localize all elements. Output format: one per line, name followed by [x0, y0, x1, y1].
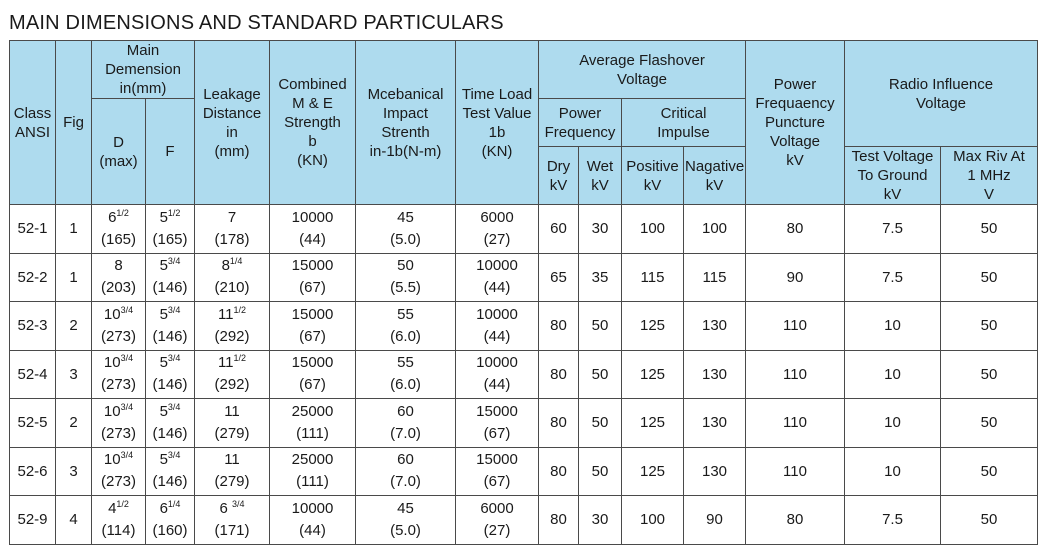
cell-wet: 50	[579, 399, 622, 448]
cell-class: 52-4	[10, 350, 56, 399]
leakage-mm: (171)	[214, 521, 250, 539]
cell-dry: 80	[539, 302, 579, 351]
cell-fig: 2	[56, 302, 92, 351]
f-fraction: 3/4	[167, 450, 181, 461]
table-header	[10, 41, 1038, 205]
cell-combined	[270, 496, 356, 545]
table-row	[10, 496, 1038, 545]
d-fraction: 1/2	[116, 498, 129, 509]
leakage-inches: 11	[217, 305, 234, 323]
cell-class: 52-5	[10, 399, 56, 448]
time-load-kn: (44)	[483, 376, 511, 394]
f-fraction: 3/4	[167, 304, 181, 315]
table-row	[10, 350, 1038, 399]
cell-time-load	[456, 447, 539, 496]
cell-d	[92, 399, 146, 448]
cell-dry: 80	[539, 350, 579, 399]
f-inches: 5	[159, 208, 168, 226]
impact-inlb: 60	[397, 451, 414, 469]
cell-time-load	[456, 253, 539, 302]
leakage-fraction: 1/2	[233, 304, 247, 315]
cell-combined	[270, 350, 356, 399]
impact-inlb: 45	[397, 208, 414, 226]
cell-time-load	[456, 302, 539, 351]
leakage-inches: 11	[217, 354, 234, 372]
combined-lb: 10000	[291, 208, 334, 226]
f-mm: (160)	[152, 521, 188, 539]
f-inches: 6	[159, 499, 168, 517]
cell-f	[146, 302, 195, 351]
d-fraction: 1/2	[116, 207, 129, 218]
cell-time-load	[456, 399, 539, 448]
cell-d	[92, 205, 146, 254]
cell-wet: 30	[579, 205, 622, 254]
time-load-lb: 15000	[476, 451, 518, 469]
time-load-kn: (44)	[483, 279, 511, 297]
leakage-inches: 11	[224, 402, 240, 420]
time-load-lb: 10000	[476, 305, 518, 323]
leakage-fraction: 3/4	[232, 498, 245, 509]
cell-impact	[356, 302, 456, 351]
impact-nm: (5.0)	[390, 521, 421, 539]
cell-impact	[356, 253, 456, 302]
leakage-mm: (178)	[214, 230, 250, 248]
cell-puncture: 80	[746, 205, 845, 254]
cell-combined	[270, 253, 356, 302]
combined-kn: (67)	[299, 279, 326, 297]
cell-wet: 50	[579, 302, 622, 351]
f-mm: (146)	[152, 327, 188, 345]
combined-kn: (67)	[299, 376, 326, 394]
impact-inlb: 55	[397, 354, 414, 372]
cell-f	[146, 447, 195, 496]
cell-max-riv: 50	[941, 302, 1038, 351]
leakage-fraction: 1/2	[233, 353, 247, 364]
cell-positive: 125	[622, 399, 684, 448]
leakage-inches: 6	[219, 499, 232, 517]
header-test-voltage: Test Voltage To Ground kV	[845, 147, 941, 205]
header-f: F	[146, 99, 195, 205]
f-mm: (146)	[152, 376, 188, 394]
time-load-kn: (44)	[483, 327, 511, 345]
time-load-kn: (67)	[483, 473, 511, 491]
d-mm: (273)	[100, 424, 137, 442]
impact-nm: (7.0)	[390, 424, 421, 442]
f-fraction: 1/4	[167, 498, 181, 509]
header-combined-strength: Combined M & E Strength b (KN)	[270, 41, 356, 205]
time-load-lb: 10000	[476, 354, 518, 372]
cell-negative: 130	[684, 350, 746, 399]
cell-puncture: 110	[746, 447, 845, 496]
f-fraction: 3/4	[167, 256, 181, 267]
combined-lb: 15000	[291, 354, 334, 372]
cell-positive: 125	[622, 447, 684, 496]
impact-nm: (7.0)	[390, 473, 421, 491]
d-mm: (273)	[100, 376, 137, 394]
cell-test-voltage: 10	[845, 447, 941, 496]
combined-kn: (44)	[299, 230, 326, 248]
header-class: Class ANSI	[10, 41, 56, 205]
d-mm: (273)	[100, 473, 137, 491]
impact-nm: (6.0)	[390, 376, 421, 394]
cell-d	[92, 253, 146, 302]
cell-negative: 90	[684, 496, 746, 545]
cell-combined	[270, 205, 356, 254]
cell-class: 52-3	[10, 302, 56, 351]
cell-puncture: 110	[746, 350, 845, 399]
d-inches: 10	[103, 451, 121, 469]
leakage-mm: (292)	[214, 327, 250, 345]
leakage-mm: (279)	[214, 424, 250, 442]
d-mm: (273)	[100, 327, 137, 345]
cell-leakage	[195, 496, 270, 545]
f-inches: 5	[159, 257, 168, 275]
combined-lb: 15000	[291, 257, 334, 275]
cell-f	[146, 350, 195, 399]
leakage-mm: (292)	[214, 376, 250, 394]
cell-impact	[356, 399, 456, 448]
cell-impact	[356, 447, 456, 496]
cell-fig: 3	[56, 447, 92, 496]
cell-time-load	[456, 205, 539, 254]
cell-leakage	[195, 253, 270, 302]
table-row	[10, 447, 1038, 496]
cell-impact	[356, 496, 456, 545]
combined-kn: (111)	[296, 473, 329, 491]
f-mm: (165)	[152, 230, 188, 248]
cell-fig: 3	[56, 350, 92, 399]
cell-max-riv: 50	[941, 253, 1038, 302]
cell-d	[92, 447, 146, 496]
d-fraction: 3/4	[120, 353, 134, 364]
cell-d	[92, 496, 146, 545]
d-inches: 8	[114, 257, 123, 275]
cell-time-load	[456, 496, 539, 545]
cell-time-load	[456, 350, 539, 399]
impact-inlb: 55	[397, 305, 414, 323]
cell-puncture: 80	[746, 496, 845, 545]
time-load-lb: 6000	[480, 208, 514, 226]
d-inches: 4	[108, 499, 117, 517]
cell-leakage	[195, 350, 270, 399]
leakage-fraction: 1/4	[229, 256, 243, 267]
cell-combined	[270, 302, 356, 351]
cell-leakage	[195, 205, 270, 254]
cell-f	[146, 205, 195, 254]
cell-d	[92, 350, 146, 399]
table-body	[10, 205, 1038, 545]
f-fraction: 3/4	[167, 353, 181, 364]
d-mm: (165)	[100, 230, 137, 248]
time-load-lb: 15000	[476, 402, 518, 420]
header-average-flashover: Average Flashover Voltage	[539, 41, 746, 99]
header-wet: Wet kV	[579, 147, 622, 205]
cell-fig: 4	[56, 496, 92, 545]
cell-max-riv: 50	[941, 350, 1038, 399]
cell-test-voltage: 7.5	[845, 253, 941, 302]
f-mm: (146)	[152, 424, 188, 442]
cell-max-riv: 50	[941, 496, 1038, 545]
cell-wet: 50	[579, 350, 622, 399]
header-dry: Dry kV	[539, 147, 579, 205]
cell-test-voltage: 10	[845, 350, 941, 399]
d-fraction: 3/4	[120, 450, 134, 461]
impact-nm: (5.0)	[390, 230, 421, 248]
cell-wet: 35	[579, 253, 622, 302]
cell-dry: 60	[539, 205, 579, 254]
time-load-kn: (27)	[483, 521, 511, 539]
cell-positive: 125	[622, 302, 684, 351]
cell-class: 52-6	[10, 447, 56, 496]
cell-max-riv: 50	[941, 447, 1038, 496]
d-fraction: 3/4	[120, 401, 134, 412]
cell-dry: 65	[539, 253, 579, 302]
header-time-load: Time Load Test Value 1b (KN)	[456, 41, 539, 205]
impact-nm: (5.5)	[390, 279, 421, 297]
cell-positive: 125	[622, 350, 684, 399]
cell-class: 52-2	[10, 253, 56, 302]
combined-lb: 15000	[291, 305, 334, 323]
leakage-mm: (279)	[214, 473, 250, 491]
cell-class: 52-9	[10, 496, 56, 545]
cell-test-voltage: 10	[845, 302, 941, 351]
cell-class: 52-1	[10, 205, 56, 254]
header-leakage-distance: Leakage Distance in (mm)	[195, 41, 270, 205]
cell-combined	[270, 447, 356, 496]
cell-f	[146, 496, 195, 545]
table-row	[10, 205, 1038, 254]
header-d: D (max)	[92, 99, 146, 205]
combined-kn: (111)	[296, 424, 329, 442]
cell-dry: 80	[539, 399, 579, 448]
leakage-inches: 8	[221, 257, 230, 275]
cell-max-riv: 50	[941, 205, 1038, 254]
f-mm: (146)	[152, 473, 188, 491]
time-load-lb: 10000	[476, 257, 518, 275]
f-inches: 5	[159, 451, 168, 469]
cell-test-voltage: 7.5	[845, 205, 941, 254]
time-load-kn: (67)	[483, 424, 511, 442]
cell-max-riv: 50	[941, 399, 1038, 448]
d-inches: 10	[103, 354, 121, 372]
table-row	[10, 253, 1038, 302]
table-row	[10, 399, 1038, 448]
combined-kn: (67)	[299, 327, 326, 345]
header-radio-influence: Radio Influence Voltage	[845, 41, 1038, 147]
cell-puncture: 110	[746, 399, 845, 448]
header-power-frequency: Power Frequency	[539, 99, 622, 147]
cell-d	[92, 302, 146, 351]
cell-fig: 2	[56, 399, 92, 448]
cell-wet: 50	[579, 447, 622, 496]
cell-impact	[356, 205, 456, 254]
d-inches: 10	[103, 305, 121, 323]
header-negative: Nagative kV	[684, 147, 746, 205]
page-title: MAIN DIMENSIONS AND STANDARD PARTICULARS	[9, 12, 504, 34]
f-fraction: 3/4	[167, 401, 181, 412]
cell-negative: 115	[684, 253, 746, 302]
cell-fig: 1	[56, 205, 92, 254]
time-load-lb: 6000	[480, 499, 514, 517]
impact-nm: (6.0)	[390, 327, 421, 345]
specifications-table	[9, 40, 1038, 545]
cell-dry: 80	[539, 496, 579, 545]
cell-f	[146, 399, 195, 448]
header-fig: Fig	[56, 41, 92, 205]
cell-puncture: 110	[746, 302, 845, 351]
header-puncture-voltage: Power Frequaency Puncture Voltage kV	[746, 41, 845, 205]
cell-negative: 100	[684, 205, 746, 254]
f-fraction: 1/2	[167, 207, 181, 218]
time-load-kn: (27)	[483, 230, 511, 248]
d-inches: 6	[108, 208, 117, 226]
combined-lb: 10000	[291, 499, 334, 517]
impact-inlb: 60	[397, 402, 414, 420]
cell-fig: 1	[56, 253, 92, 302]
cell-puncture: 90	[746, 253, 845, 302]
header-main-dimension: Main Demension in(mm)	[92, 41, 195, 99]
f-mm: (146)	[152, 279, 188, 297]
cell-dry: 80	[539, 447, 579, 496]
header-impact-strength: Mcebanical Impact Strenth in-1b(N-m)	[356, 41, 456, 205]
cell-impact	[356, 350, 456, 399]
d-mm: (114)	[101, 521, 136, 539]
cell-leakage	[195, 302, 270, 351]
cell-positive: 115	[622, 253, 684, 302]
cell-positive: 100	[622, 205, 684, 254]
cell-wet: 30	[579, 496, 622, 545]
f-inches: 5	[159, 305, 168, 323]
header-positive: Positive kV	[622, 147, 684, 205]
cell-combined	[270, 399, 356, 448]
cell-leakage	[195, 447, 270, 496]
header-critical-impulse: Critical Impulse	[622, 99, 746, 147]
leakage-inches: 11	[224, 451, 240, 469]
cell-test-voltage: 7.5	[845, 496, 941, 545]
cell-f	[146, 253, 195, 302]
table-row	[10, 302, 1038, 351]
combined-lb: 25000	[291, 451, 334, 469]
d-mm: (203)	[100, 279, 137, 297]
d-fraction: 3/4	[120, 304, 134, 315]
f-inches: 5	[159, 402, 168, 420]
header-max-riv: Max Riv At 1 MHz V	[941, 147, 1038, 205]
cell-negative: 130	[684, 399, 746, 448]
d-inches: 10	[103, 402, 121, 420]
cell-leakage	[195, 399, 270, 448]
cell-negative: 130	[684, 447, 746, 496]
cell-test-voltage: 10	[845, 399, 941, 448]
combined-kn: (44)	[299, 521, 326, 539]
combined-lb: 25000	[291, 402, 334, 420]
impact-inlb: 50	[397, 257, 414, 275]
cell-positive: 100	[622, 496, 684, 545]
leakage-inches: 7	[227, 208, 237, 226]
leakage-mm: (210)	[214, 279, 250, 297]
cell-negative: 130	[684, 302, 746, 351]
f-inches: 5	[159, 354, 168, 372]
impact-inlb: 45	[397, 499, 414, 517]
